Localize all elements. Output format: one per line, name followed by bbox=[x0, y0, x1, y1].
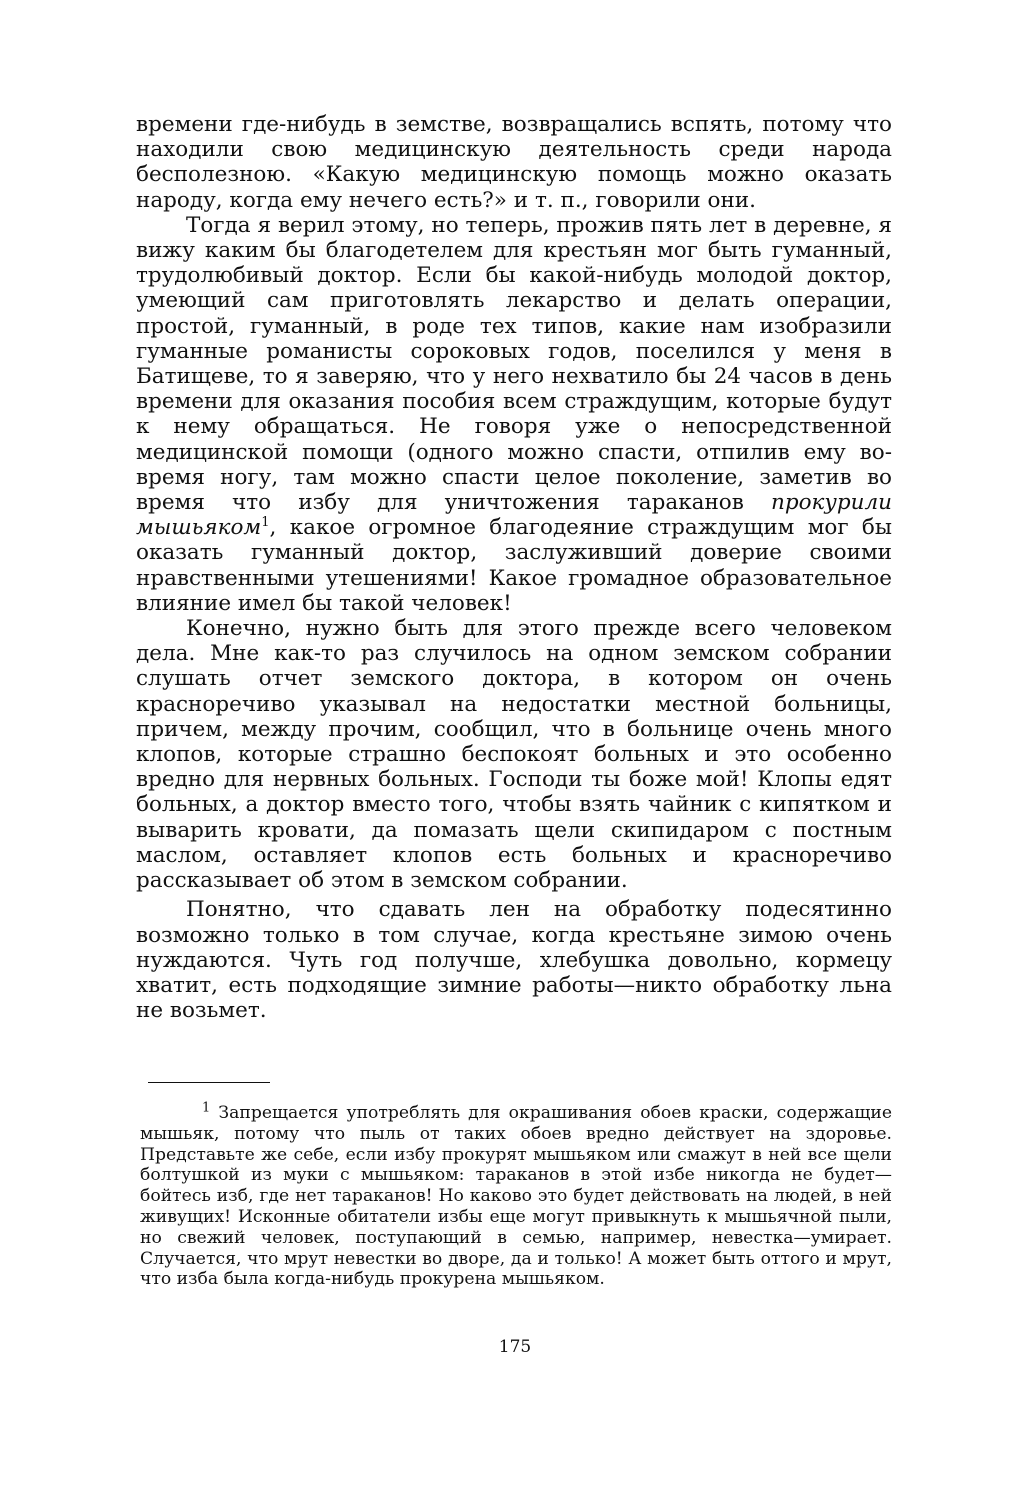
paragraph-2-text-end: , какое огромное благодеяние страждущим мог бы оказать гуманный доктор, заслуживший доверие своими нравственными утешениями! Какое громадное образовательное влияние имел бы такой человек! bbox=[136, 515, 892, 616]
footnote-text: Запрещается употреблять для окрашивания обоев краски, содержащие мышьяк, потому что пыль от таких обоев вредно действует на здоровье. Представьте же себе, если избу прокурят мышьяком или смажут в ней все щели болтушкой из муки с мышьяком: тараканов в этой избе никогда не будет—бойтесь изб, где нет тараканов! Но каково это будет действовать на людей, в ней живущих! Исконные обитатели избы еще могут привыкнуть к мышьячной пыли, но свежий человек, поступающий в семью, например, невестка—умирает. Случается, что мрут невестки во дворе, да и только! А может быть оттого и мрут, что изба была когда-нибудь прокурена мышьяком. bbox=[140, 1103, 892, 1290]
paragraph-2-italic: прокурили мышьяком bbox=[136, 490, 892, 541]
main-text bbox=[136, 112, 892, 1023]
paragraph-2-text-start: Тогда я верил этому, но теперь, прожив пять лет в деревне, я вижу каким бы благодетелем для крестьян мог быть гуманный, трудолюбивый доктор. Если бы какой-нибудь молодой доктор, умеющий сам приготовлять лекарство и делать операции, простой, гуманный, в роде тех типов, какие нам изобразили гуманные романисты сороковых годов, поселился у меня в Батищеве, то я заверяю, что у него нехватило бы 24 часов в день времени для оказания пособия всем страждущим, которые будут к нему обращаться. Не говоря уже о непосредственной медицинской помощи (одного можно спасти, отпилив ему во-время ногу, там можно спасти целое поколение, заметив во время что избу для уничтожения тараканов bbox=[136, 212, 892, 516]
footnotes bbox=[140, 1100, 892, 1290]
paragraph-3: Конечно, нужно быть для этого прежде всего человеком дела. Мне как-то раз случилось на одном земском собрании слушать отчет земского доктора, в котором он очень красноречиво указывал на недостатки местной больницы, причем, между прочим, сообщил, что в больнице очень много клопов, которые страшно беспокоят больных и это особенно вредно для нервных больных. Господи ты боже мой! Клопы едят больных, а доктор вместо того, чтобы взять чайник с кипятком и выварить кровати, да помазать щели скипидаром с постным маслом, оставляет клопов есть больных и красноречиво рассказывает об этом в земском собрании. bbox=[136, 616, 892, 894]
footnote-reference: 1 bbox=[261, 515, 270, 531]
paragraph-2 bbox=[136, 213, 892, 616]
footnote-divider bbox=[148, 1082, 270, 1083]
page-number: 175 bbox=[498, 1337, 532, 1357]
paragraph-1: времени где-нибудь в земстве, возвращались вспять, потому что находили свою медицинскую деятельность среди народа бесполезною. «Какую медицинскую помощь можно оказать народу, когда ему нечего есть?» и т. п., говорили они. bbox=[136, 112, 892, 213]
footnote-1 bbox=[140, 1100, 892, 1290]
footnote-mark: 1 bbox=[202, 1100, 211, 1116]
paragraph-4: Понятно, что сдавать лен на обработку подесятинно возможно только в том случае, когда крестьяне зимою очень нуждаются. Чуть год получше, хлебушка довольно, кормецу хватит, есть подходящие зимние работы—никто обработку льна не возьмет. bbox=[136, 897, 892, 1024]
